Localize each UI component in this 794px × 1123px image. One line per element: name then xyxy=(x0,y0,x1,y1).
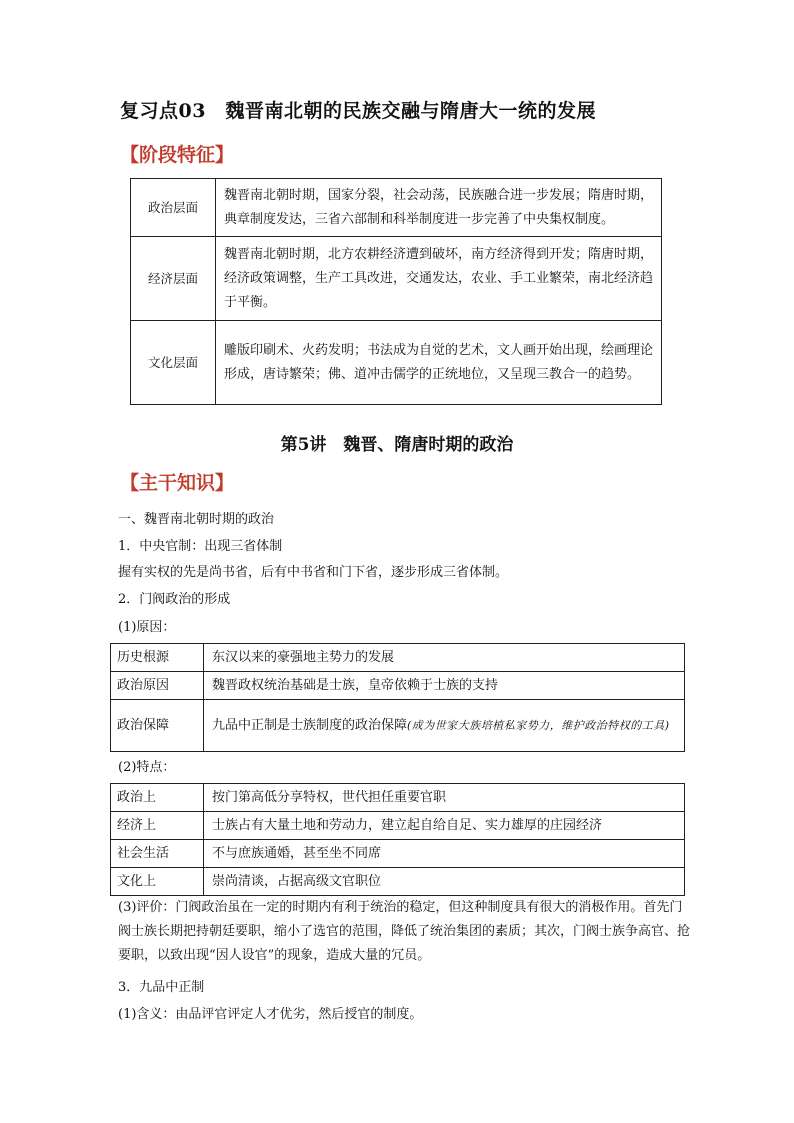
features-label: (2)特点： xyxy=(118,760,176,775)
row-content: 崇尚清谈，占据高级文官职位 xyxy=(204,868,685,896)
reasons-table xyxy=(110,643,685,752)
table-row xyxy=(111,840,685,868)
evaluation-paragraph: (3)评价：门阀政治虽在一定的时期内有利于统治的稳定，但这种制度具有很大的消极作用。首先门阀士族长期把持朝廷要职，缩小了选官的范围，降低了统治集团的素质；其次，门阀士族争高官、抢要职，以致出现“因人设官”的现象，造成大量的冗员。 xyxy=(118,900,691,963)
page-title: 复习点03 魏晋南北朝的民族交融与隋唐大一统的发展 xyxy=(120,100,596,122)
stage-features-table xyxy=(130,178,662,405)
row-label: 文化层面 xyxy=(131,321,216,405)
table-row xyxy=(111,868,685,896)
row-content xyxy=(204,672,685,700)
row-label: 政治层面 xyxy=(131,179,216,237)
row-label: 经济层面 xyxy=(131,237,216,321)
row-content: 不与庶族通婚，甚至坐不同席 xyxy=(204,840,685,868)
main-knowledge-heading: 【主干知识】 xyxy=(120,472,235,494)
item2-title: 2．门阀政治的形成 xyxy=(118,592,231,607)
item3-title: 3．九品中正制 xyxy=(118,980,205,995)
row-label: 政治原因 xyxy=(111,672,204,700)
row-content xyxy=(204,644,685,672)
table-row xyxy=(111,644,685,672)
table-row xyxy=(111,784,685,812)
row-content-text: 九品中正制是士族制度的政治保障 xyxy=(212,717,408,733)
row-content xyxy=(204,700,685,752)
row-label: 社会生活 xyxy=(111,840,204,868)
row-content: 雕版印刷术、火药发明；书法成为自觉的艺术，文人画开始出现，绘画理论形成，唐诗繁荣；佛、道冲击儒学的正统地位，又呈现三教合一的趋势。 xyxy=(216,321,662,405)
table-row xyxy=(111,700,685,752)
row-label: 政治上 xyxy=(111,784,204,812)
row-content: 士族占有大量土地和劳动力，建立起自给自足、实力雄厚的庄园经济 xyxy=(204,812,685,840)
row-content: 魏晋南北朝时期，国家分裂，社会动荡，民族融合进一步发展；隋唐时期，典章制度发达，三省六部制和科举制度进一步完善了中央集权制度。 xyxy=(216,179,662,237)
table-row xyxy=(111,672,685,700)
row-content-text: 东汉以来的豪强地主势力的发展 xyxy=(212,649,395,665)
table-row xyxy=(111,812,685,840)
features-table xyxy=(110,783,685,896)
stage-heading: 【阶段特征】 xyxy=(120,144,235,166)
item1-title: 1．中央官制：出现三省体制 xyxy=(118,539,283,554)
table-row xyxy=(131,321,662,405)
row-content: 按门第高低分享特权，世代担任重要官职 xyxy=(204,784,685,812)
row-note: (成为世家大族培植私家势力，维护政治特权的工具) xyxy=(407,718,670,732)
lecture-title: 第5讲 魏晋、隋唐时期的政治 xyxy=(280,435,514,455)
item3-text: (1)含义：由品评官评定人才优劣，然后授官的制度。 xyxy=(118,1007,423,1022)
row-label: 经济上 xyxy=(111,812,204,840)
row-label: 历史根源 xyxy=(111,644,204,672)
row-label: 政治保障 xyxy=(111,700,204,752)
table-row xyxy=(131,237,662,321)
table-row xyxy=(131,179,662,237)
row-content-text: 魏晋政权统治基础是士族，皇帝依赖于士族的支持 xyxy=(212,677,499,693)
row-content: 魏晋南北朝时期，北方农耕经济遭到破坏，南方经济得到开发；隋唐时期，经济政策调整，生产工具改进，交通发达，农业、手工业繁荣，南北经济趋于平衡。 xyxy=(216,237,662,321)
part1-title: 一、魏晋南北朝时期的政治 xyxy=(118,512,275,527)
row-label: 文化上 xyxy=(111,868,204,896)
reasons-label: (1)原因： xyxy=(118,620,176,635)
item1-text: 握有实权的先是尚书省，后有中书省和门下省，逐步形成三省体制。 xyxy=(118,565,509,580)
